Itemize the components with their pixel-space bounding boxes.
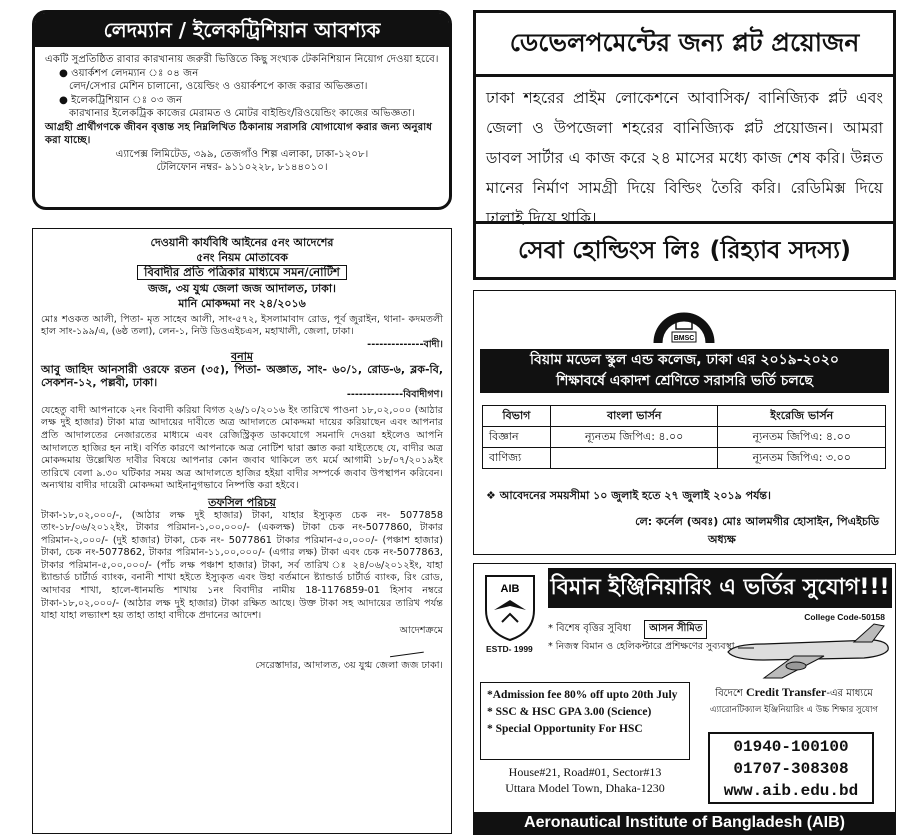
aib-logo [480, 570, 540, 642]
principal-designation: অধ্যক্ষ [708, 533, 736, 546]
col-header-english-version: ইংরেজি ভার্সন [718, 406, 886, 427]
col-header-bangla-version: বাংলা ভার্সন [550, 406, 718, 427]
plaintiff-details: মোঃ শওকত আলী, পিতা- মৃত সাহেব আলী, সাং-৫৭২, ইসলামাবাদ রোড, পূর্ব জুরাইন, থানা- কদমতলী হাল সাং-১৯৯/এ, (৬ষ্ঠ তলা), লেন-১, নিউ ডিওএইচএস, মহাখালী, জেলা, ঢাকা। [41, 313, 443, 338]
aib-contact-box [708, 732, 874, 804]
application-deadline: ❖ আবেদনের সময়সীমা ১০ জুলাই হতে ২৭ জুলাই ২০১৯ পর্যন্ত। [486, 489, 771, 502]
table-row [483, 448, 886, 469]
table-row [483, 427, 886, 448]
credit-transfer-en: Credit Transfer [746, 685, 827, 699]
feature-admission-fee: *Admission fee 80% off upto 20th July [487, 689, 678, 701]
row-science-dept: বিজ্ঞান [483, 427, 551, 448]
versus-label: বনাম [231, 350, 253, 364]
credit-transfer-text [696, 684, 892, 718]
electrician-job-ad [32, 10, 452, 210]
post-lathe-man-detail: লেদ/সেপার মেশিন চালানো, ওয়েল্ডিং ও ওয়ার্কশপে কাজ করার অভিজ্ঞতা। [69, 81, 368, 92]
row-commerce-english-gpa: ন্যূনতম জিপিএ: ৩.০০ [718, 448, 886, 469]
aib-ad-title: বিমান ইঞ্জিনিয়ারিং এ ভর্তির সুযোগ!!! [548, 568, 892, 608]
scholarship-bullet: * বিশেষ বৃত্তির সুবিধা [548, 623, 632, 634]
biam-admission-band [480, 349, 889, 393]
notice-heading-2: ৫নং নিয়ম মোতাবেক [196, 251, 288, 264]
aib-website: www.aib.edu.bd [723, 782, 859, 800]
aib-established: ESTD- 1999 [486, 644, 533, 654]
post-electrician: ● ইলেকট্রিশিয়ান ঃ ০৩ জন [59, 94, 183, 106]
aib-address-line-1: House#21, Road#01, Sector#13 [508, 765, 662, 779]
feature-gpa: * SSC & HSC GPA 3.00 (Science) [487, 706, 652, 718]
aib-address-line-2: Uttara Model Town, Dhaka-1230 [505, 781, 665, 795]
row-commerce-dept: বাণিজ্য [483, 448, 551, 469]
notice-body: যেহেতু বাদী আপনাকে ২নং বিবাদী করিয়া বিগত ২৬/১০/২০১৬ ইং তারিখে পাওনা ১৮,০২,০০০ (আঠার লক্ষ দুই হাজার) টাকা মাত্র আদায়ের দাবীতে অত্র আদালতে মোকদ্দমা দায়ের করিয়াছেন এবং আপনার প্রতি আদালতের নেজারতের মাধ্যমে এবং রেজিস্ট্রিকৃত ডাকযোগে সমনাদি দেওয়া হইলেও আপনি আদালতে হাজির হন নাই। বর্ণিত কারণে আপনাকে অত্র নোটিশ দ্বারা জ্ঞাত করা যাইতেছে যে, বাদীর অত্র মোকদ্দমায় উল্লেখিত দাবীর বিষয়ে আপনার কোন জবাব থাকিলে তৎ মর্মে আগামী ১৮/০৭/২০১৯ইং তারিখে বেলা ৯.৩০ ঘটিকার সময় অত্র আদালতে হাজির হইয়া বাদীর সম্পর্কে জবাব উপস্থাপন করিবেন। অন্যথায় বাদীর দায়েরী মোকদ্দমা আইনানুগভাবে নিষ্পত্তি করা হইবে। [41, 404, 443, 492]
aib-phone-1: 01940-100100 [733, 738, 849, 756]
aib-footer: Aeronautical Institute of Bangladesh (AIB) [474, 812, 895, 834]
case-number: মানি মোকদ্দমা নং ২৪/২০১৬ [178, 296, 306, 310]
plot-ad-footer: সেবা হোল্ডিংস লিঃ (রিহ্যাব সদস্য) [476, 221, 893, 277]
electrician-apply-text: আগ্রহী প্রার্থীগণকে জীবন বৃত্তান্ত সহ নিম্নলিখিত ঠিকানায় সরাসরি যোগাযোগ করার জন্য অনুরাধ করা যাচ্ছে। [45, 121, 432, 146]
electrician-address: এ্যাপেক্স লিমিটেড, ৩৯৯, তেজগাঁও শিল্প এলাকা, ঢাকা-১২০৮। [115, 148, 369, 160]
aib-phone-2: 01707-308308 [733, 760, 849, 778]
aib-logo-text: AIB [500, 583, 520, 595]
row-commerce-bangla-gpa [550, 448, 718, 469]
plot-required-ad [473, 10, 896, 280]
electrician-phone: টেলিফোন নম্বর- ৯১১০২২৮, ৮১৪৪০১০। [156, 162, 328, 173]
limited-seats-badge: আসন সীমিত [644, 620, 707, 639]
aib-admission-ad [473, 563, 896, 835]
biam-school-logo [652, 299, 716, 345]
aib-features-box [480, 682, 690, 760]
post-electrician-detail: কারখানার ইলেকট্রিক কাজের মেরামত ও মোটর বাইন্ডিং/রিওয়েন্ডিং কাজের অভিজ্ঞতা। [69, 108, 415, 119]
post-lathe-man: ● ওয়ার্কশপ লেদম্যান ঃ ০৪ জন [59, 67, 199, 79]
feature-hsc: * Special Opportunity For HSC [487, 723, 643, 735]
signature-mark [388, 639, 424, 658]
plot-ad-title: ডেভেলপমেন্টের জন্য প্লট প্রয়োজন [476, 13, 893, 77]
plaintiff-tag: --------------বাদী। [367, 338, 443, 350]
biam-logo-text: BMSC [673, 335, 695, 342]
col-header-department: বিভাগ [483, 406, 551, 427]
electrician-ad-title: লেদম্যান / ইলেকট্রিশিয়ান আবশ্যক [35, 13, 449, 47]
notice-boxed-title: বিবাদীর প্রতি পত্রিকার মাধ্যমে সমন/নোটিশ [137, 265, 347, 280]
row-science-english-gpa: ন্যূনতম জিপিএ: ৪.০০ [718, 427, 886, 448]
schedule-details: টাকা-১৮,০২,০০০/-, (আঠার লক্ষ দুই হাজার) টাকা, যাহার ইস্যুকৃত চেক নং- 5077858 তাং-১৮/০৬/২০১২ইং, টাকার পরিমান-১,০০,০০০/- (একলক্ষ) টাকা চেক নং-5077860, টাকার পরিমান-২,০০০/- (দুই হাজার) টাকা, চেক নং- 5077861 টাকার পরিমান-৫০,০০০/- (পঞ্চাশ হাজার) টাকা, চেক নং-5077862, টাকার পরিমান-১১,০০,০০০/- (এগার লক্ষ) টাকা এবং চেক নং-5077863, টাকার পরিমান-৫,০০,০০০/- (পাঁচ লক্ষ পঞ্চাশ হাজার) টাকা, সর্ব তারিখ ঃ ২৪/০৬/২০১২ইং, যাহা ষ্ট্যান্ডার্ড চার্টার্ড ব্যাংক, বনানী শাখা হইতে ইস্যুকৃত এবং উহা বর্তমানে ষ্ট্যান্ডার্ড চার্টার্ড ব্যাংক, রিং রোড, আদাবর শাখা, হালে-ধানমন্ডি শাখায় ১নং বিবাদীর নামীয় 18-1176859-01 হিসাব নম্বরে টাকা-১৮,০২,০০০/- (আঠার লক্ষ দুই হাজার) টাকা রক্ষিত আছে। উক্ত টাকা সহ আদায়ের তারিখ পর্যন্ত যাহা যাহা লভ্যাংশ হয় তাহা তাহা বাদীকে প্রদানের আদেশ। [41, 509, 443, 622]
biam-band-line-1: বিয়াম মডেল স্কুল এন্ড কলেজ, ঢাকা এর ২০১৯-২০২০ [530, 352, 839, 368]
principal-name: লে: কর্নেল (অবঃ) মোঃ আলমগীর হোসাইন, পিএইচডি [635, 515, 879, 528]
biam-band-line-2: শিক্ষাবর্ষে একাদশ শ্রেণিতে সরাসরি ভর্তি চলছে [556, 373, 813, 389]
credit-suffix: -এর মাধ্যমে [826, 688, 873, 699]
order-label: আদেশক্রমে [399, 624, 443, 636]
row-science-bangla-gpa: ন্যূনতম জিপিএ: ৪.০০ [550, 427, 718, 448]
electrician-ad-intro: একটি সুপ্রতিষ্ঠিত রাবার কারখানায় জরুরী ভিত্তিতে কিছু সংখ্যক টেকনিশিয়ান নিয়োগ দেওয়া হবেে। [45, 54, 439, 65]
summons-notice-ad [32, 228, 452, 834]
signatory-text: সেরেস্তাদার, আদালত, ৩য় যুগ্ম জেলা জজ ঢাকা। [255, 660, 443, 672]
gpa-requirements-table [482, 405, 886, 469]
credit-subtitle: এ্যারোনটিক্যাল ইঞ্জিনিয়ারিং এ উচ্চ শিক্ষার সুযোগ [709, 705, 879, 715]
schedule-title: তফসিল পরিচয় [208, 495, 276, 509]
college-code: College Code-50158 [804, 612, 885, 622]
defendant-details: আবু জাহিদ আনসারী ওরফে রতন (৩৫), পিতা- অজ্ঞাত, সাং- ৬০/১, রোড-৬, ব্লক-বি, সেকশন-১২, পল্লবী, ঢাকা। [41, 362, 443, 389]
court-name: জজ, ৩য় যুগ্ম জেলা জজ আদালত, ঢাকা। [148, 281, 336, 295]
biam-admission-ad [473, 290, 896, 555]
defendant-tag: --------------বিবাদীগণ। [346, 389, 443, 401]
training-bullet: * নিজস্ব বিমান ও হেলিকপ্টারে প্রশিক্ষণের সুব্যবস্থা [548, 641, 735, 652]
airplane-illustration [724, 622, 892, 682]
plot-ad-body: ঢাকা শহরের প্রাইম লোকেশনে আবাসিক/ বানিজ্যিক প্লট এবং জেলা ও উপজেলা শহরের বানিজ্যিক প্লট প্রয়োজন। আমরা ডাবল সার্টার এ কাজ করে ২৪ মাসের মধ্যে কাজ শেষ করি। উন্নত মানের নির্মাণ সামগ্রী দিয়ে বিল্ডিং তৈরি করি। রেডিমিক্স দিয়ে ঢালাই দিয়ে থাকি। [486, 89, 883, 227]
notice-heading-1: দেওয়ানী কার্যবিধি আইনের ৫নং আদেশের [150, 236, 334, 249]
aib-address [480, 764, 690, 814]
credit-prefix: বিদেশে [715, 688, 747, 699]
